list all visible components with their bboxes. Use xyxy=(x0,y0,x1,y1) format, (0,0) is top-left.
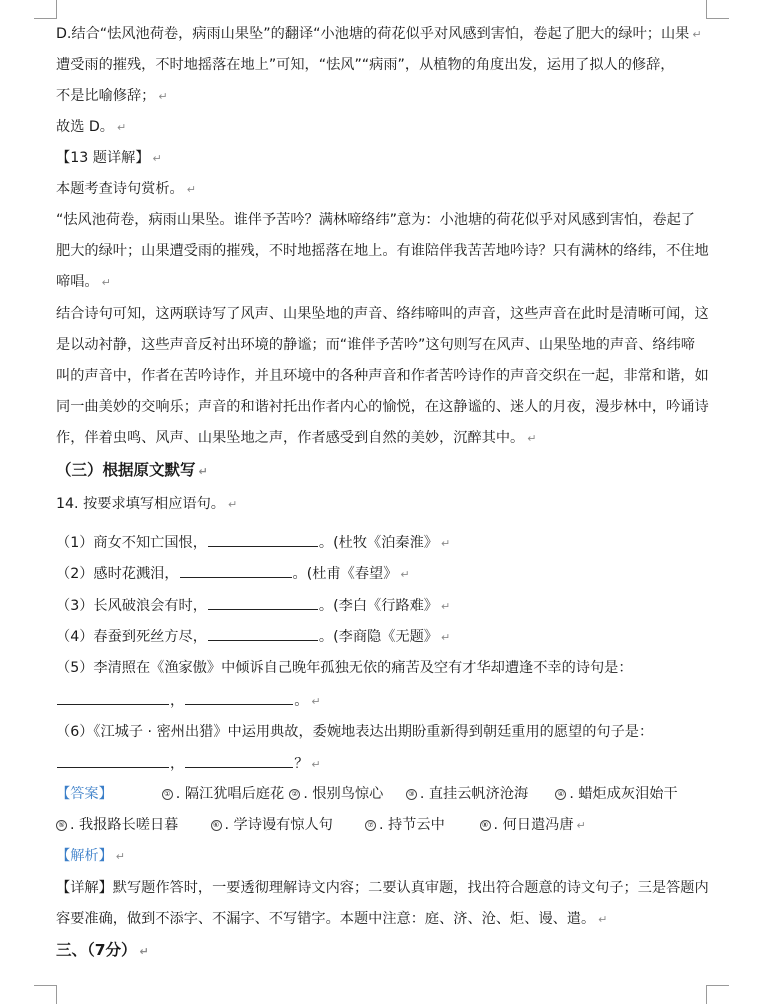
paragraph-line: D.结合“怯风池荷卷，病雨山果坠”的翻译“小池塘的荷花似乎对风感到害怕，卷起了肥大的绿叶；山果 ↵ xyxy=(56,26,702,42)
paragraph-line: 故选 D。 ↵ xyxy=(56,119,127,135)
paragraph-line: 啼唱。 ↵ xyxy=(56,274,111,290)
fill-item-6: （6）《江城子 · 密州出猎》中运用典故，委婉地表达出期盼重新得到朝廷重用的愿望的句子是： xyxy=(56,724,654,740)
paragraph-line: 不是比喻修辞； ↵ xyxy=(56,88,168,104)
answer-row-2 xyxy=(56,815,586,836)
paragraph-line: 结合诗句可知，这两联诗写了风声、山果坠地的声音、络纬啼叫的声音，这些声音在此时是清晰可闻，这 xyxy=(56,306,709,322)
paragraph-line: 是以动衬静，这些声音反衬出环境的静谧；而“谁伴予苦吟”这句则写在风声、山果坠地的声音、络纬啼 xyxy=(56,337,695,353)
answer-item: ① . 隔江犹唱后庭花 xyxy=(162,784,285,804)
fill-item-6-blanks: ， ？ ↵ xyxy=(56,753,321,775)
answer-item: ⑥ . 学诗谩有惊人句 xyxy=(211,815,361,835)
blank-line xyxy=(180,563,292,578)
section-heading: （三）根据原文默写 ↵ xyxy=(56,461,208,479)
detail-line: 【详解】默写题作答时，一要透彻理解诗文内容；二要认真审题，找出符合题意的诗文句子；三是答题内 xyxy=(56,880,709,896)
fill-item-2: （2）感时花溅泪， 。(杜甫《春望》 ↵ xyxy=(56,563,410,585)
answer-item: ⑧ . 何日遣冯唐 ↵ xyxy=(480,817,586,833)
paragraph-line: 遭受雨的摧残，不时地摇落在地上”可知，“怯风”“病雨”，从植物的角度出发，运用了拟人的修辞， xyxy=(56,57,675,73)
paragraph-line: 作，伴着虫鸣、风声、山果坠地之声，作者感受到自然的美妙，沉醉其中。 ↵ xyxy=(56,430,537,446)
crop-mark-bottom-right xyxy=(706,985,729,1004)
blank-line xyxy=(208,626,318,641)
answer-item: ③ . 直挂云帆济沧海 xyxy=(406,784,551,804)
paragraph-line: 肥大的绿叶；山果遭受雨的摧残，不时地摇落在地上。有谁陪伴我苦苦地吟诗？只有满林的络纬，不住地 xyxy=(56,243,709,259)
fill-item-3: （3）长风破浪会有时， 。(李白《行路难》 ↵ xyxy=(56,595,450,617)
answer-item: ⑤ . 我报路长嗟日暮 xyxy=(56,815,206,835)
paragraph-line: 叫的声音中，作者在苦吟诗作，并且环境中的各种声音和作者苦吟诗作的声音交织在一起，非常和谐，如 xyxy=(56,368,709,384)
blank-line xyxy=(57,690,169,705)
answer-item: ⑦ . 持节云中 xyxy=(365,815,475,835)
fill-item-5: （5）李清照在《渔家傲》中倾诉自己晚年孤独无依的痛苦及空有才华却遭逢不幸的诗句是： xyxy=(56,660,633,676)
fill-item-1: （1）商女不知亡国恨， 。(杜牧《泊秦淮》 ↵ xyxy=(56,532,450,554)
paragraph-line: “怯风池荷卷，病雨山果坠。谁伴予苦吟？满林啼络纬”意为：小池塘的荷花似乎对风感到害怕，卷起了 xyxy=(56,212,695,228)
crop-mark-top-left xyxy=(34,0,57,19)
section-heading: 三、（7分） ↵ xyxy=(56,941,149,959)
blank-line xyxy=(185,690,293,705)
blank-line xyxy=(57,753,169,768)
blank-line xyxy=(185,753,293,768)
fill-item-4: （4）春蚕到死丝方尽， 。(李商隐《无题》 ↵ xyxy=(56,626,450,648)
blank-line xyxy=(208,532,318,547)
crop-mark-bottom-left xyxy=(34,985,57,1004)
answer-item: ② . 恨别鸟惊心 xyxy=(289,784,401,804)
paragraph-line: 同一曲美妙的交响乐；声音的和谐衬托出作者内心的愉悦，在这静谧的、迷人的月夜，漫步林中，吟诵诗 xyxy=(56,399,709,415)
q13-title: 【13 题详解】 ↵ xyxy=(56,150,162,166)
crop-mark-top-right xyxy=(706,0,729,19)
detail-line: 容要准确，做到不添字、不漏字、不写错字。本题中注意：庭、济、沧、炬、谩、遣。 ↵ xyxy=(56,911,608,927)
answer-row-1 xyxy=(56,784,678,804)
q13-intro: 本题考查诗句赏析。 ↵ xyxy=(56,181,196,197)
blank-line xyxy=(208,595,318,610)
fill-item-5-blanks: ， 。 ↵ xyxy=(56,690,321,712)
analysis-heading: 【解析】 ↵ xyxy=(56,848,125,864)
q14-title: 14. 按要求填写相应语句。 ↵ xyxy=(56,496,238,512)
answer-item: ④ . 蜡炬成灰泪始干 xyxy=(555,786,677,802)
answer-label: 【答案】 xyxy=(56,786,113,802)
